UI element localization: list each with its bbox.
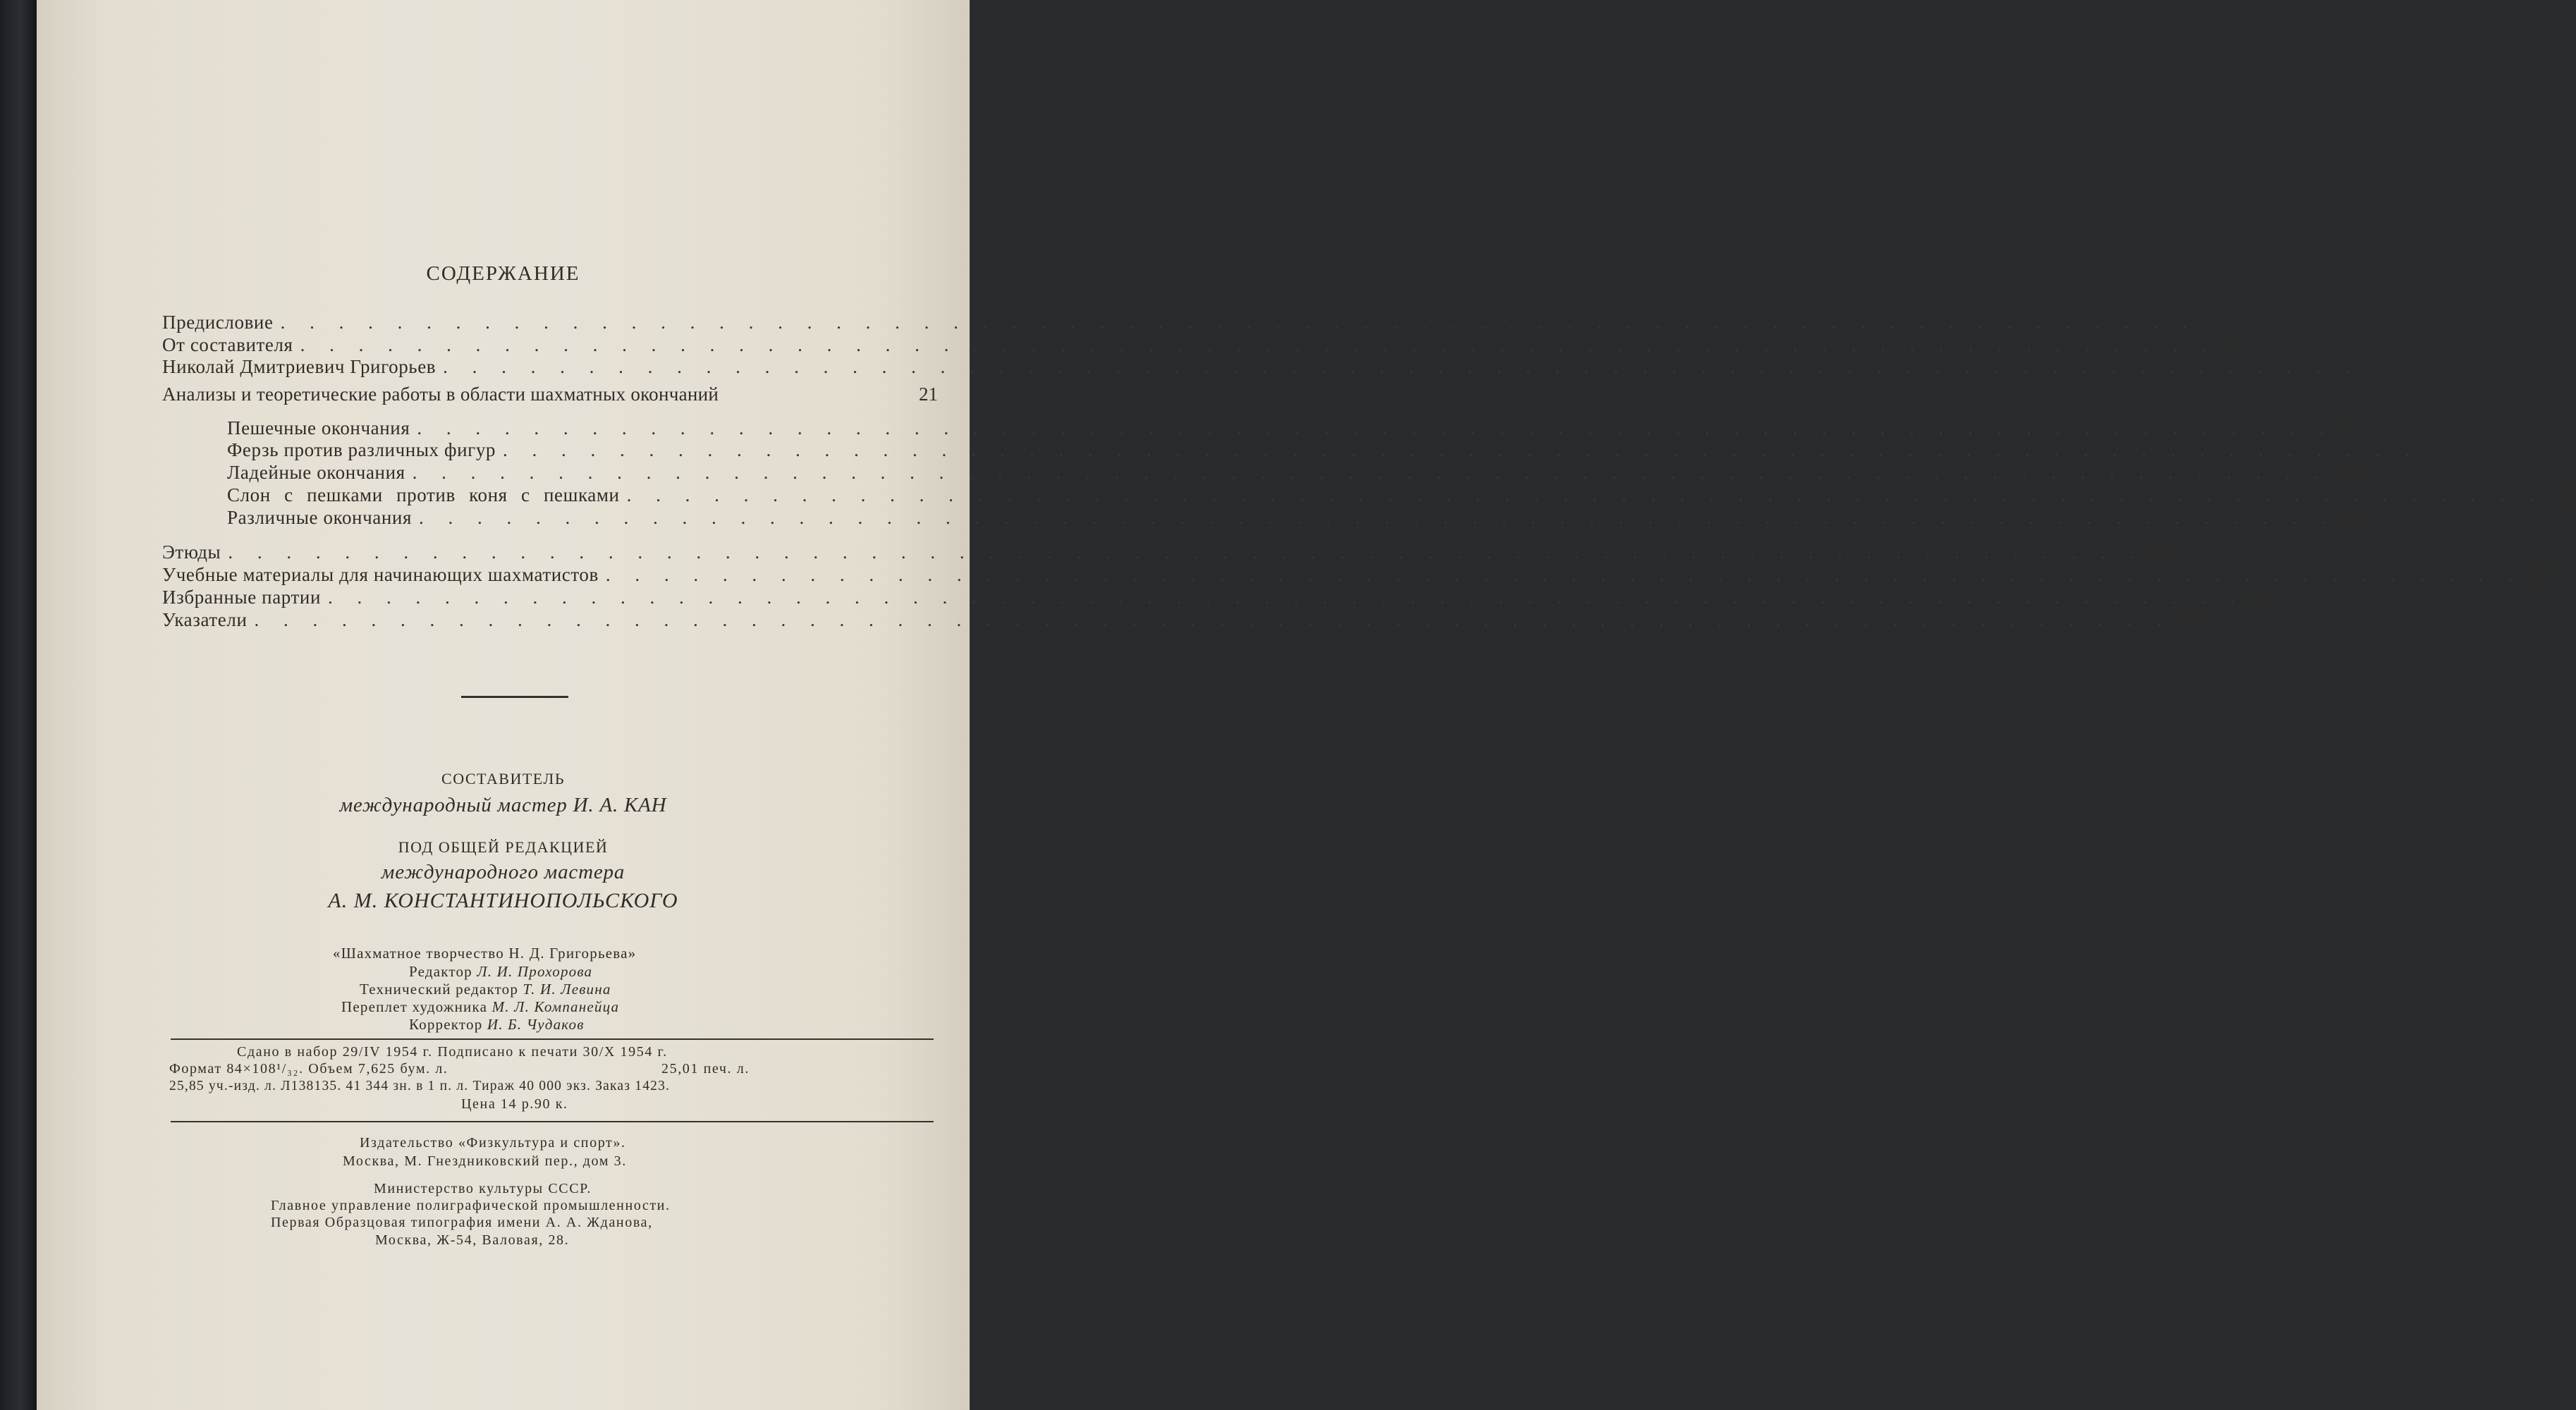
print-info-line1: Сдано в набор 29/IV 1954 г. Подписано к печати 30/X 1954 г. — [237, 1044, 668, 1060]
printer-line4: Москва, Ж-54, Валовая, 28. — [375, 1232, 570, 1248]
toc-subentry — [227, 461, 2362, 484]
toc-subentry — [227, 439, 2443, 461]
print-info-price: Цена 14 р.90 к. — [461, 1096, 568, 1112]
editorship-line1: международного мастера — [381, 861, 625, 883]
toc-leader-dots: . . . . . . . . . . . . . . . . . . . . . . . . . . . . . . . . . . . . . . . . . . . . . . . . . . . . . . . . . . . . . . . . . . — [254, 609, 2171, 630]
toc-leader-dots: . . . . . . . . . . . . . . . . . . . . . . . . . . . . . . . . . . . . . . . . . . . . . . . . . . . . . . . . . . . . . . . . . . — [626, 484, 2544, 505]
toc-entry-label: Указатели — [162, 609, 248, 630]
toc-entry-label: От составителя — [162, 334, 293, 355]
toc-entry-label: Ладейные окончания — [227, 462, 405, 483]
editorship-line2: А. М. КОНСТАНТИНОПОЛЬСКОГО — [328, 889, 678, 912]
toc-entry-section — [162, 383, 938, 405]
credit-book-title: «Шахматное творчество Н. Д. Григорьева» — [333, 945, 637, 962]
toc-entry-page: 228 — [2547, 484, 2576, 505]
toc-subentry — [227, 484, 2576, 506]
toc-leader-dots: . . . . . . . . . . . . . . . . . . . . . . . . . . . . . . . . . . . . . . . . . . . . . . . . . . . . . . . . . . . . . . . . . . — [228, 541, 2145, 563]
credit-person: Л. И. Прохорова — [477, 963, 593, 980]
print-info-line2a: Формат 84×108¹/₃₂. Объем 7,625 бум. л. — [169, 1061, 448, 1077]
credit-corrector — [409, 1016, 585, 1034]
toc-entry — [162, 355, 2374, 378]
toc-entry-page: 291 — [2149, 541, 2178, 563]
toc-leader-dots: . . . . . . . . . . . . . . . . . . . . . . . . . . . . . . . . . . . . . . . . . . . . . . . . . . . . . . . . . . . . . . . . . . — [417, 417, 2334, 439]
toc-entry-page: 482 — [2175, 609, 2204, 630]
credit-role: Редактор — [409, 963, 472, 980]
toc-entry — [162, 586, 2278, 608]
toc-entry-label: Слон с пешками против коня с пешками — [227, 484, 620, 505]
toc-entry-page: 403 — [2527, 564, 2556, 585]
toc-entry-label: Учебные материалы для начинающих шахматистов — [162, 564, 599, 585]
toc-leader-dots: . . . . . . . . . . . . . . . . . . . . . . . . . . . . . . . . . . . . . . . . . . . . . . . . . . . . . . . . . . . . . . . . . . — [412, 462, 2329, 483]
toc-leader-dots: . . . . . . . . . . . . . . . . . . . . . . . . . . . . . . . . . . . . . . . . . . . . . . . . . . . . . . . . . . . . . . . . . . — [300, 334, 2217, 355]
compiler-name: международный мастер И. А. КАН — [339, 794, 667, 816]
toc-entry-page: 252 — [2340, 507, 2369, 528]
publisher-line2: Москва, М. Гнездниковский пер., дом 3. — [343, 1153, 627, 1169]
publisher-line1: Издательство «Физкультура и спорт». — [360, 1135, 626, 1151]
toc-leader-dots: . . . . . . . . . . . . . . . . . . . . . . . . . . . . . . . . . . . . . . . . . . . . . . . . . . . . . . . . . . . . . . . . . . — [443, 356, 2360, 377]
credit-editor — [409, 963, 592, 981]
toc-entry-label: Ферзь против различных фигур — [227, 439, 496, 460]
toc-entry-page: 23 — [2338, 417, 2357, 439]
toc-entry-label: Анализы и теоретические работы в области шахматных окончаний — [162, 384, 719, 405]
imprint-rule-bottom — [171, 1121, 934, 1122]
toc-entry-label: Николай Дмитриевич Григорьев — [162, 356, 437, 377]
credit-person: Т. И. Левина — [523, 981, 611, 998]
print-info-line3: 25,85 уч.-изд. л. Л138135. 41 344 зн. в 1 п. л. Тираж 40 000 экз. Заказ 1423. — [169, 1079, 671, 1093]
editorship-heading: ПОД ОБЩЕЙ РЕДАКЦИЕЙ — [398, 838, 609, 856]
printer-line2: Главное управление полиграфической промышленности. — [271, 1198, 671, 1213]
toc-entry — [162, 311, 2211, 333]
toc-entry-label: Этюды — [162, 541, 221, 563]
toc-entry-label: Предисловие — [162, 312, 274, 333]
credit-role: Корректор — [409, 1016, 483, 1033]
toc-entry-page: 5 — [2221, 334, 2231, 355]
compiler-heading: СОСТАВИТЕЛЬ — [441, 770, 565, 787]
toc-entry-label: Избранные партии — [162, 587, 322, 608]
toc-leader-dots: . . . . . . . . . . . . . . . . . . . . . . . . . . . . . . . . . . . . . . . . . . . . . . . . . . . . . . . . . . . . . . . . . . — [280, 312, 2197, 333]
print-info-line2b: 25,01 печ. л. — [661, 1061, 750, 1077]
toc-entry-label: Пешечные окончания — [227, 417, 410, 439]
toc-subentry — [227, 417, 2357, 439]
section-divider — [461, 696, 568, 698]
toc-entry — [162, 333, 2231, 356]
toc-entry-page: 3 — [2201, 312, 2211, 333]
credit-binding-artist — [341, 998, 619, 1016]
printer-line1: Министерство культуры СССР. — [374, 1181, 592, 1196]
credit-person: И. Б. Чудаков — [487, 1016, 585, 1033]
toc-leader-dots: . . . . . . . . . . . . . . . . . . . . . . . . . . . . . . . . . . . . . . . . . . . . . . . . . . . . . . . . . . . . . . . . . . — [418, 507, 2336, 528]
toc-leader-dots: . . . . . . . . . . . . . . . . . . . . . . . . . . . . . . . . . . . . . . . . . . . . . . . . . . . . . . . . . . . . . . . . . . — [605, 564, 2523, 585]
toc-entry-label: Различные окончания — [227, 507, 412, 528]
toc-title: СОДЕРЖАНИЕ — [426, 262, 580, 285]
toc-entry-page: 7 — [2364, 356, 2374, 377]
printer-line3: Первая Образцовая типография имени А. А. Жданова, — [271, 1215, 653, 1230]
toc-entry — [162, 541, 2178, 563]
toc-leader-dots: . . . . . . . . . . . . . . . . . . . . . . . . . . . . . . . . . . . . . . . . . . . . . . . . . . . . . . . . . . . . . . . . . . — [503, 439, 2420, 460]
toc-entry-page: 21 — [919, 384, 938, 405]
credit-role: Технический редактор — [360, 981, 519, 998]
toc-entry — [162, 608, 2204, 631]
toc-entry-page: 72 — [2424, 439, 2443, 460]
toc-leader-dots: . . . . . . . . . . . . . . . . . . . . . . . . . . . . . . . . . . . . . . . . . . . . . . . . . . . . . . . . . . . . . . . . . . — [328, 587, 2245, 608]
book-page — [37, 0, 2576, 1410]
credit-role: Переплет художника — [341, 998, 488, 1015]
credit-tech-editor — [360, 981, 611, 998]
credit-person: М. Л. Компанейца — [492, 998, 620, 1015]
imprint-rule-top — [171, 1038, 934, 1040]
toc-entry — [162, 563, 2556, 586]
toc-entry-page: 140 — [2333, 462, 2362, 483]
toc-subentry — [227, 506, 2369, 529]
toc-entry-page: 433 — [2249, 587, 2278, 608]
table-of-contents — [37, 0, 2576, 634]
book-binding — [0, 0, 37, 1410]
